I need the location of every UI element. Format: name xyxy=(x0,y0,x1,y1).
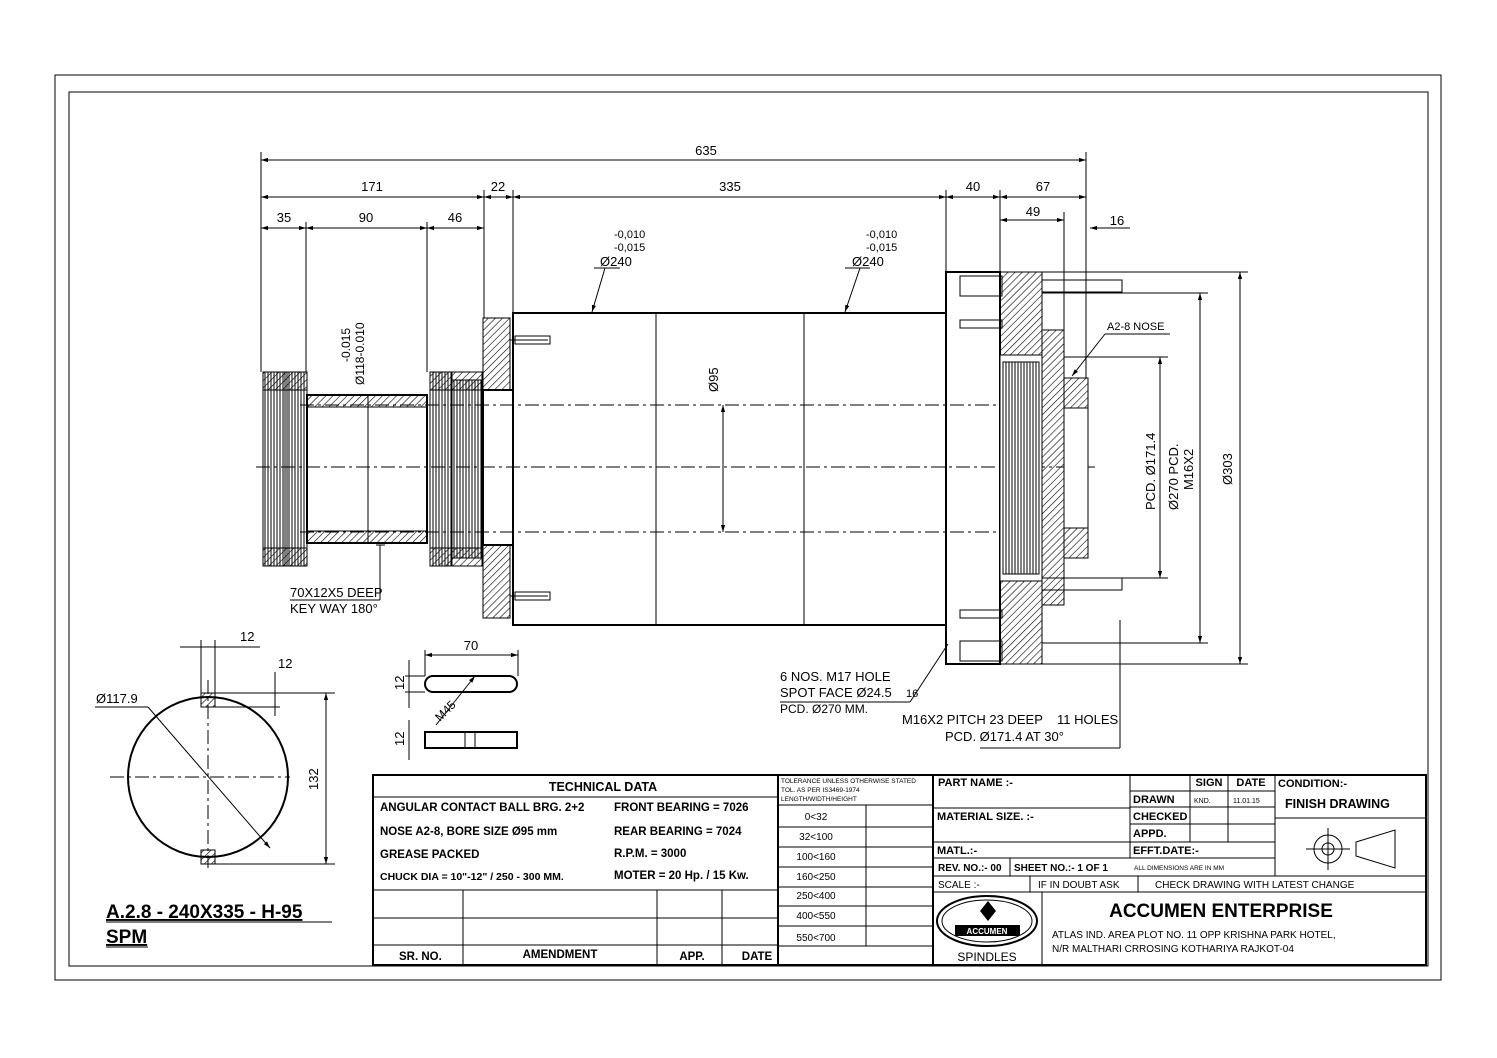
tol-118-a: -0.015 xyxy=(339,327,353,362)
m16-note-1b: 11 HOLES xyxy=(1057,712,1119,727)
key-12b-label: 12 xyxy=(392,731,407,746)
sign-header: SIGN xyxy=(1195,777,1223,789)
model-code: A.2.8 - 240X335 - H-95 xyxy=(106,902,303,923)
tech-title: TECHNICAL DATA xyxy=(548,780,658,794)
revno-label: REV. NO.:- 00 xyxy=(938,863,1002,874)
key-detail xyxy=(405,650,518,760)
pcd171-label: PCD. Ø171.4 xyxy=(1143,432,1158,510)
tech-r4b: MOTER = 20 Hp. / 15 Kw. xyxy=(614,870,749,882)
tol-row-4: 160<250 xyxy=(796,872,836,883)
dim-35: 35 xyxy=(276,210,292,225)
tol-left-lower: -0,015 xyxy=(614,242,646,254)
dim-16: 16 xyxy=(1109,213,1125,228)
tol-left-upper: -0,010 xyxy=(614,229,646,241)
tol-row-6: 400<550 xyxy=(796,911,836,922)
alldim-label: ALL DIMENSIONS ARE IN MM xyxy=(1134,865,1225,872)
model-type: SPM xyxy=(106,927,148,948)
spindles-label: SPINDLES xyxy=(957,950,1017,964)
key-m45-label: M45 xyxy=(432,697,459,725)
condition-label: CONDITION:- xyxy=(1278,778,1348,790)
tol-118-b: Ø118-0.010 xyxy=(353,322,367,385)
dim-46: 46 xyxy=(447,210,463,225)
holes-note-2b: 16 xyxy=(906,688,919,700)
dia303-label: Ø303 xyxy=(1220,453,1235,485)
dimension-labels xyxy=(277,143,1235,744)
m16-note-1: M16X2 PITCH 23 DEEP xyxy=(902,712,1043,727)
doubt-label: IF IN DOUBT ASK xyxy=(1038,880,1120,891)
tech-srno: SR. NO. xyxy=(399,951,442,963)
address-line-1: ATLAS IND. AREA PLOT NO. 11 OPP KRISHNA PARK HOTEL, xyxy=(1052,930,1336,941)
tech-app: APP. xyxy=(679,951,705,963)
a28-nose-label: A2-8 NOSE xyxy=(1107,321,1165,333)
dia240-left: Ø240 xyxy=(600,254,632,269)
tol-row-1: 0<32 xyxy=(804,812,828,823)
material-label: MATERIAL SIZE. :- xyxy=(937,811,1034,823)
finish-drawing-label: FINISH DRAWING xyxy=(1285,797,1390,811)
tech-r2b: REAR BEARING = 7024 xyxy=(614,826,742,838)
tech-r4a: CHUCK DIA = 10"-12" / 250 - 300 MM. xyxy=(380,871,564,883)
holes-note-3: PCD. Ø270 MM. xyxy=(780,702,869,716)
drawn-date: 11.01.15 xyxy=(1233,798,1260,805)
effdate-label: EFFT.DATE:- xyxy=(1133,845,1199,857)
address-line-2: N/R MALTHARI CRROSING KOTHARIYA RAJKOT-04 xyxy=(1052,944,1294,955)
dim-90: 90 xyxy=(358,210,374,225)
company-name: ACCUMEN ENTERPRISE xyxy=(1109,901,1333,922)
matl-label: MATL.:- xyxy=(937,845,978,857)
keyway-note-1: 70X12X5 DEEP xyxy=(290,585,383,600)
dia240-right: Ø240 xyxy=(852,254,884,269)
dimensions-top xyxy=(261,152,1248,748)
scale-label: SCALE :- xyxy=(938,880,980,891)
tol-header-2: TOL. AS PER IS3469-1974 xyxy=(781,787,860,794)
appd-label: APPD. xyxy=(1133,828,1167,840)
drawn-label: DRAWN xyxy=(1133,794,1175,806)
drawn-sign: KND. xyxy=(1194,798,1211,805)
section-132-label: 132 xyxy=(306,768,321,790)
tech-r1b: FRONT BEARING = 7026 xyxy=(614,802,749,814)
dim-635: 635 xyxy=(695,143,717,158)
tol-right-upper: -0,010 xyxy=(866,229,898,241)
section-12a-label: 12 xyxy=(240,629,255,644)
holes-note-1: 6 NOS. M17 HOLE xyxy=(780,669,891,684)
m16-note-2: PCD. Ø171.4 AT 30° xyxy=(945,729,1064,744)
sheet-label: SHEET NO.:- 1 OF 1 xyxy=(1014,863,1108,874)
tech-r1a: ANGULAR CONTACT BALL BRG. 2+2 xyxy=(380,802,585,814)
checked-label: CHECKED xyxy=(1133,811,1188,823)
dim-171: 171 xyxy=(361,179,383,194)
tech-r2a: NOSE A2-8, BORE SIZE Ø95 mm xyxy=(380,826,558,838)
keyway-section-view xyxy=(95,640,335,868)
spindle-section-view xyxy=(256,272,1122,664)
check-latest-label: CHECK DRAWING WITH LATEST CHANGE xyxy=(1155,880,1355,891)
tol-row-7: 550<700 xyxy=(796,933,836,944)
key-70-label: 70 xyxy=(463,638,479,653)
tech-r3a: GREASE PACKED xyxy=(380,849,480,861)
dim-22: 22 xyxy=(490,179,506,194)
tol-header-3: LENGTH/WIDTH/HEIGHT xyxy=(781,796,857,803)
key-12-label: 12 xyxy=(392,675,407,690)
tol-row-5: 250<400 xyxy=(796,891,836,902)
dim-40: 40 xyxy=(965,179,981,194)
dim-49: 49 xyxy=(1025,204,1041,219)
dim-335: 335 xyxy=(719,179,741,194)
pcd270-label: Ø270 PCD. xyxy=(1166,443,1181,510)
keyway-note-2: KEY WAY 180° xyxy=(290,601,378,616)
section-dia-label: Ø117.9 xyxy=(96,691,138,706)
tol-right-lower: -0,015 xyxy=(866,242,898,254)
date-header: DATE xyxy=(1236,777,1266,789)
tech-r3b: R.P.M. = 3000 xyxy=(614,848,687,860)
section-12b-label: 12 xyxy=(278,656,293,671)
m16x2-label: M16X2 xyxy=(1181,448,1196,490)
tol-header-1: TOLERANCE UNLESS OTHERWISE STATED xyxy=(781,778,916,785)
tol-row-2: 32<100 xyxy=(799,832,833,843)
tol-row-3: 100<160 xyxy=(796,852,836,863)
dia95: Ø95 xyxy=(706,367,721,392)
holes-note-2: SPOT FACE Ø24.5 xyxy=(780,685,892,700)
tech-amendment: AMENDMENT xyxy=(522,949,598,961)
housing-body xyxy=(513,313,946,625)
logo-text: ACCUMEN xyxy=(966,927,1008,936)
tech-date: DATE xyxy=(741,951,773,963)
part-name-label: PART NAME :- xyxy=(938,777,1013,789)
dim-67: 67 xyxy=(1035,179,1051,194)
